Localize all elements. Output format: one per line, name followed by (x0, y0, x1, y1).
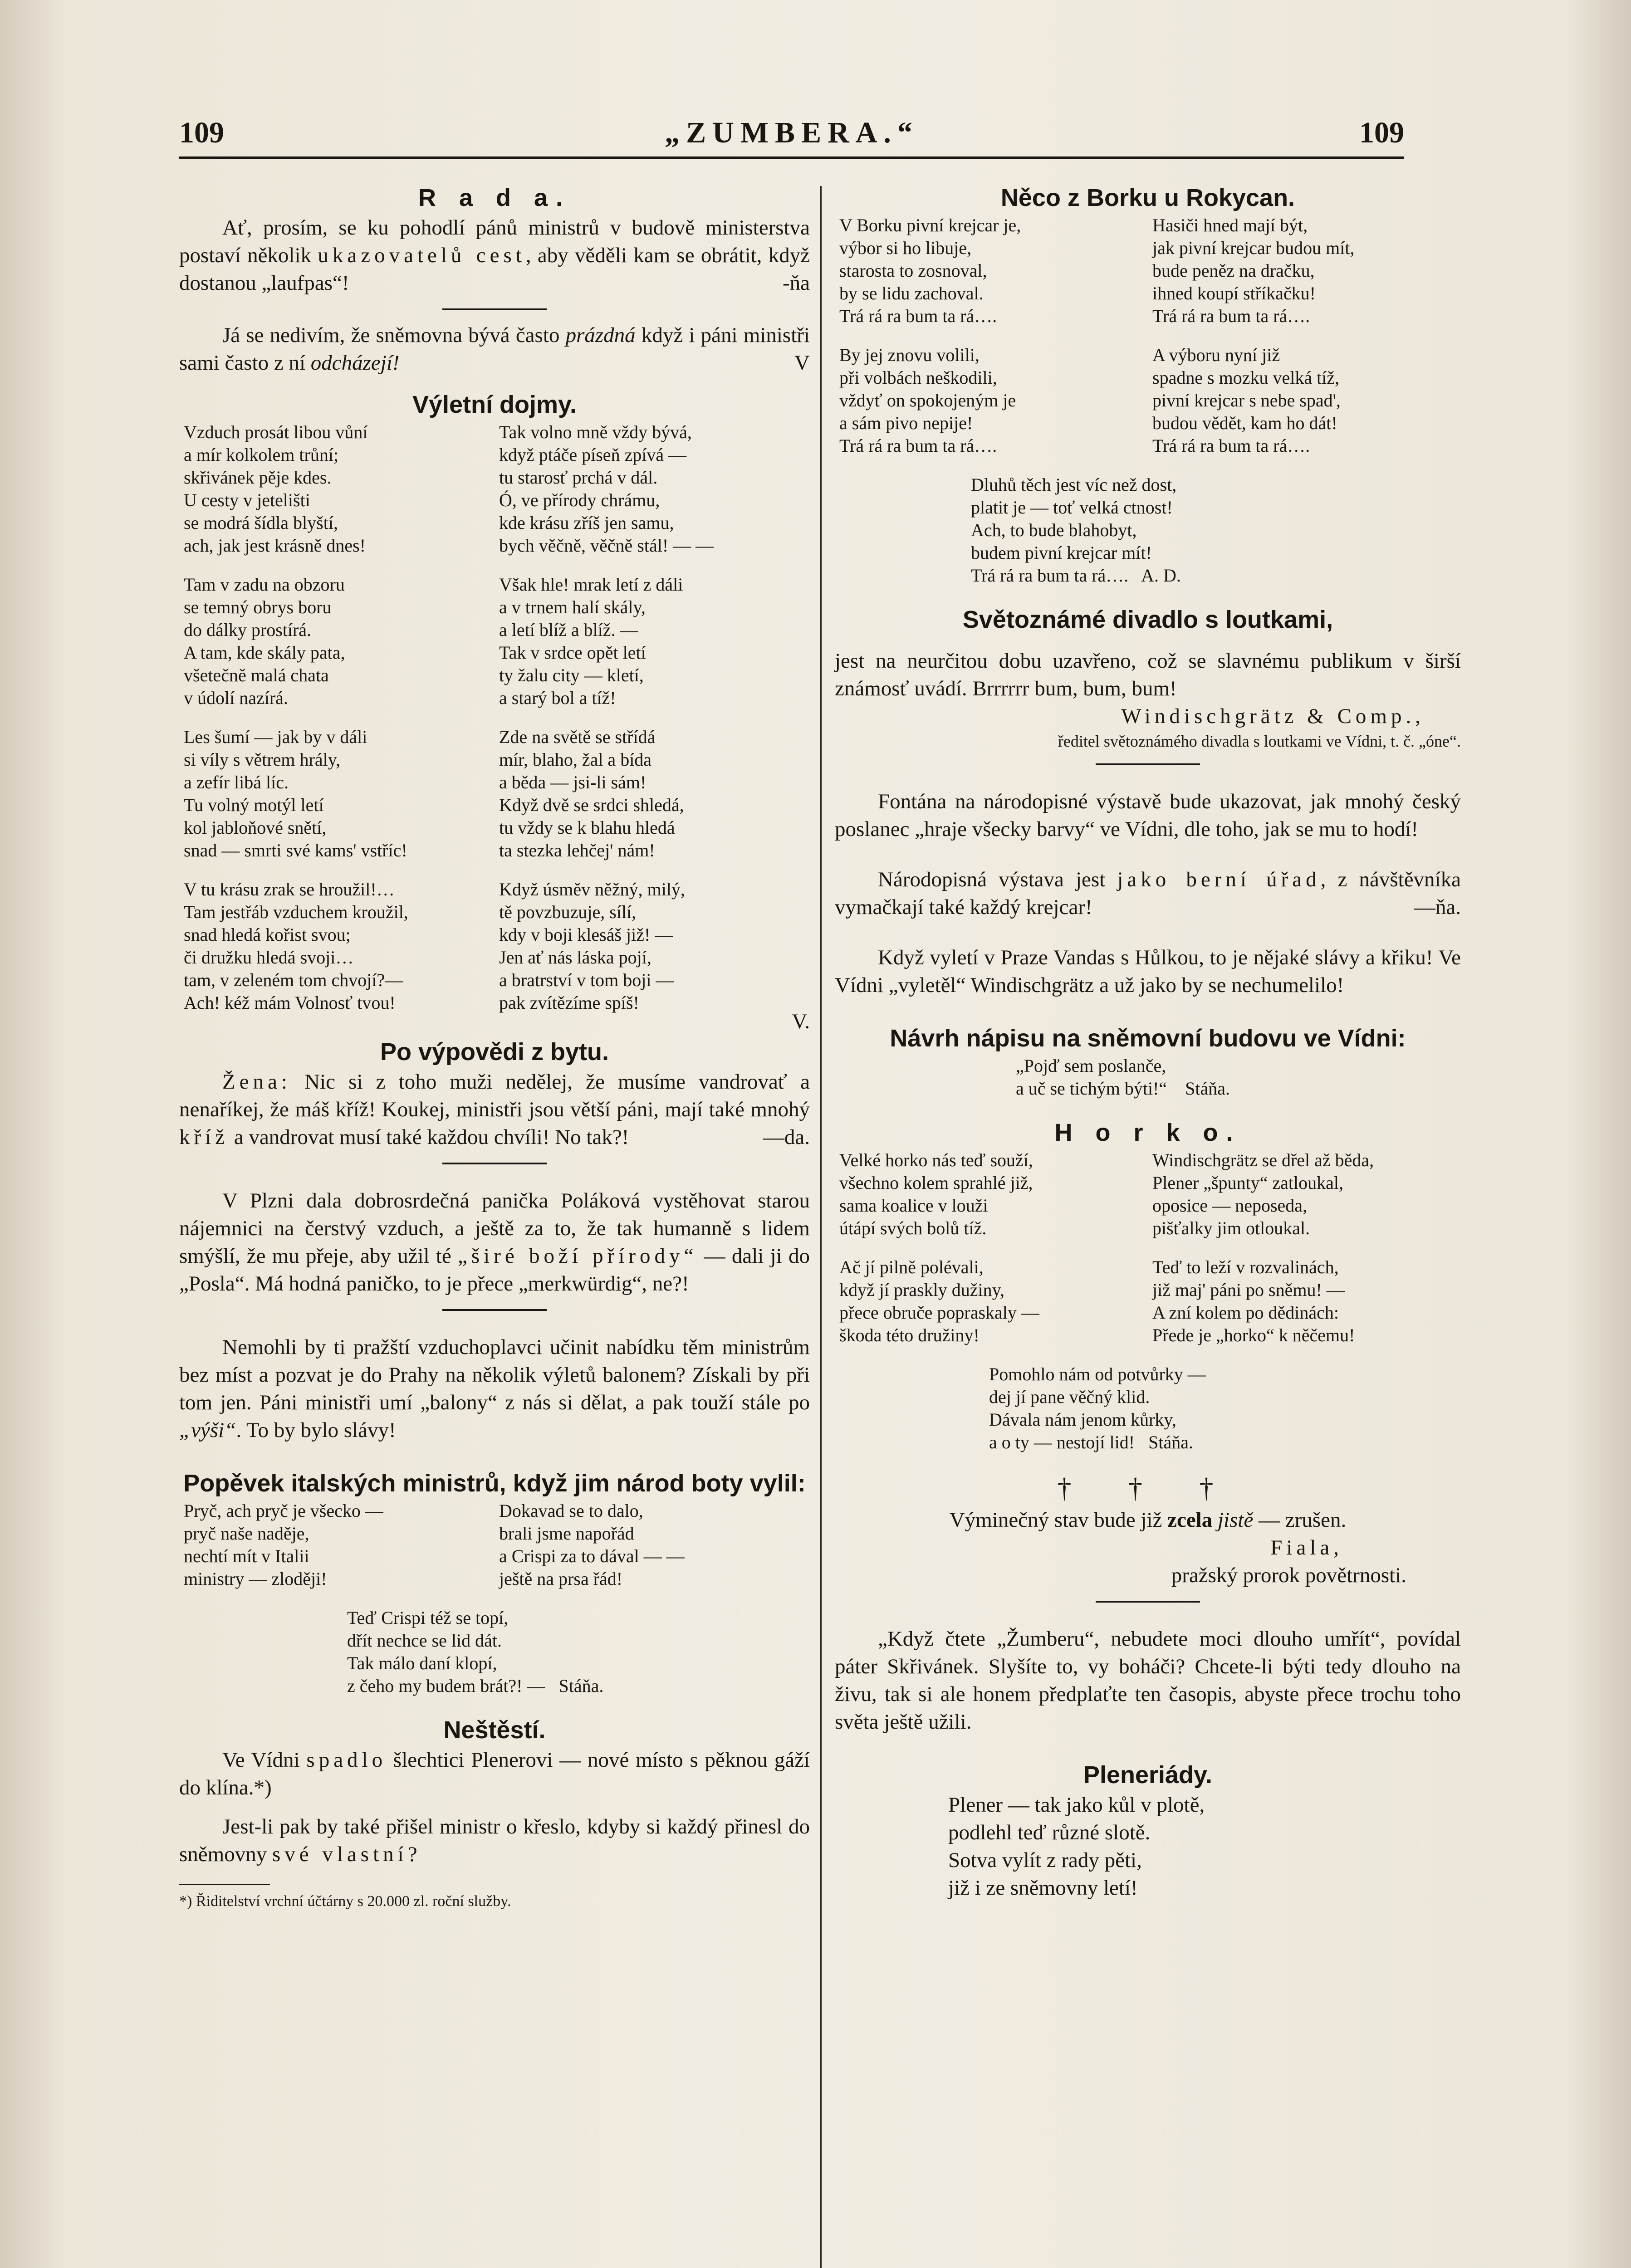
article-vandas: Když vyletí v Praze Vandas s Hůlkou, to je nějaké slávy a křiku! Ve Vídni „vyletěl“ Windischgrätz a už jako by se nechumelilo! (835, 946, 1461, 997)
poem-stanza: „Pojď sem poslanče, a uč se tichým býti!“ (1015, 1056, 1167, 1099)
poem-column-2 (495, 421, 810, 1031)
signature: V (794, 351, 810, 375)
article-rada: Ať, prosím, se ku pohodlí pánů ministrů v budově ministerstva postaví několik ukazovatelů cest, aby věděli kam se obrátit, když dostanou „laufpas“! -ňa (179, 214, 810, 297)
heading-rada: R a d a. (418, 184, 571, 211)
article-vyjimecny: Výminečný stav bude již zcela jistě — zrušen. (949, 1508, 1347, 1532)
poem-stanza: Teď to leží v rozvalinách, již maj' páni po sněmu! — A zní kolem po dědinách: Přede je „horko“ k něčemu! (1152, 1257, 1355, 1345)
poem-stanza: Hasiči hned mají být, jak pivní krejcar budou mít, bude peněz na dračku, ihned koupí stříkačku! Trá rá ra bum ta rá…. (1152, 215, 1355, 326)
article-plzen: V Plzni dala dobrosrdečná panička Poláková vystěhovat starou nájemnici na čerstvý vzduch, a ještě za to, že tak humanně s lidem smýšlí, že mu přeje, aby užil té „širé boží přírody“ — dali ji do „Posla“. Má hodná paničko, to je přece „merkwürdig“, ne?! (179, 1189, 810, 1295)
poem-borku (835, 214, 1461, 474)
article-narodopisna: Národopisná výstava jest jako berní úřad, z návštěvníka vymačkají také každý krejcar! —ňa. (835, 866, 1461, 921)
signature-subtitle: pražský prorok povětrnosti. (1171, 1564, 1406, 1587)
heading-borku: Něco z Borku u Rokycan. (1000, 184, 1295, 211)
poem-stanza: By jej znovu volili, při volbách neškodili, vždyť on spokojeným je a sám pivo nepije! Trá rá ra bum ta rá…. (839, 345, 1016, 456)
poem-stanza: Pryč, ach pryč je všecko — pryč naše naděje, nechtí mít v Italii ministry — zloději! (184, 1501, 383, 1589)
page-number-right: 109 (1359, 116, 1404, 149)
poem-column-1 (179, 421, 495, 1031)
article-divadlo: jest na neurčitou dobu uzavřeno, což se slavnému publikum v širší známosť uvádí. Brrrrrr bum, bum, bum! (835, 649, 1461, 700)
signature: A. D. (1141, 565, 1181, 586)
header-rule (179, 156, 1404, 159)
heading-nestesti: Neštěstí. (443, 1716, 546, 1744)
article-po-vypovedi: Žena: Nic si z toho muži nedělej, že musíme vandrovať a nenaříkej, že máš kříž! Koukej, ministři jsou větší páni, mají také mnohý kříž a vandrovat musí také každou chvíli! No tak?! —da. (179, 1068, 810, 1151)
poem-stanza: Velké horko nás teď souží, všechno kolem sprahlé již, sama koalice v louži útápí svých bolů tíž. (839, 1150, 1033, 1238)
poem-stanza: Dluhů těch jest víc než dost, platit je — toť velká ctnost! Ach, to bude blahobyt, budem pivní krejcar mít! Trá rá ra bum ta rá…. A. D. (971, 474, 1181, 586)
poem-stanza: Dokavad se to dalo, brali jsme napořád a Crispi za to dával — — ještě na prsa řád! (499, 1501, 685, 1589)
poem-stanza: Vzduch prosát libou vůní a mír kolkolem trůní; skřivánek pěje kdes. U cesty v jetelišti se modrá šídla blyští, ach, jak jest krásně dnes! (184, 422, 368, 556)
heading-divadlo: Světoznámé divadlo s loutkami, (962, 606, 1333, 633)
poem-vyletni-dojmy (179, 421, 810, 1031)
column-divider (820, 186, 822, 2268)
page-header (179, 116, 1404, 156)
signature: Windischgrätz & Comp., (1121, 704, 1425, 728)
poem-stanza: A výboru nyní již spadne s mozku velká tíž, pivní krejcar s nebe spad', budou vědět, kam ho dát! Trá rá ra bum ta rá…. (1152, 345, 1341, 456)
crosses-divider: † † † (1057, 1473, 1239, 1504)
poem-stanza: Zde na světě se střídá mír, blaho, žal a bída a běda — jsi-li sám! Když dvě se srdci shledá, tu vždy se k blahu hledá ta stezka lehčej' nám! (499, 727, 684, 860)
signature: Fiala, (1270, 1536, 1343, 1559)
signature: —ňa. (1414, 895, 1461, 919)
article-nestesti: Ve Vídni spadlo šlechtici Plenerovi — nové místo s pěknou gáží do klína.*) (179, 1748, 810, 1799)
poem-stanza: Když úsměv něžný, milý, tě povzbuzuje, sílí, kdy v boji klesáš již! — Jen ať nás láska pojí, a bratrství v tom boji — pak zvítězíme spíš! (499, 879, 685, 1013)
heading-horko: H o r k o. (1054, 1119, 1241, 1146)
heading-popevek: Popěvek italských ministrů, když jim národ boty vylil: (183, 1470, 806, 1497)
signature: —da. (763, 1125, 810, 1149)
poem-stanza: Tam v zadu na obzoru se temný obrys boru do dálky prostírá. A tam, kde skály pata, všetečně malá chata v údolí nazírá. (184, 574, 345, 708)
poem-horko (835, 1149, 1461, 1363)
article-fontana: Fontána na národopisné výstavě bude ukazovat, jak mnohý český poslanec „hraje všecky barvy“ ve Vídni, dle toho, jak se mu to hodí! (835, 790, 1461, 841)
article-vzduchoplavci: Nemohli by ti pražští vzduchoplavci učinit nabídku těm ministrům bez míst a pozvat je do Prahy na několik výletů balonem? Získali by při tom jen. Páni ministři umí „balony“ z nás si dělat, a pak touží stále po „výši“. To by bylo slávy! (179, 1335, 810, 1442)
left-column (179, 181, 810, 1911)
poem-stanza: V Borku pivní krejcar je, výbor si ho libuje, starosta to zosnoval, by se lidu zachoval. Trá rá ra bum ta rá…. (839, 215, 1021, 326)
right-column (835, 181, 1461, 1902)
signature: Stáňa. (558, 1676, 604, 1696)
footnote-rule (179, 1884, 270, 1885)
poem-pleneriady: Plener — tak jako kůl v plotě, podlehl teď různé slotě. Sotva vylít z rady pěti, již i ze sněmovny letí! (948, 1793, 1205, 1900)
signature: V. (792, 1010, 810, 1033)
poem-stanza: V tu krásu zrak se hroužil!… Tam jestřáb vzduchem kroužil, snad hledá kořist svou; či družku hledá svoji… tam, v zeleném tom chvojí?— Ach! kéž mám Volnosť tvou! (184, 879, 408, 1013)
poem-stanza: Les šumí — jak by v dáli si víly s větrem hrály, a zefír libá líc. Tu volný motýl letí kol jabloňové snětí, snad — smrti své kams' vstříc! (184, 727, 407, 860)
article-nestesti-2: Jest-li pak by také přišel ministr o křeslo, kdyby si každý přinesl do sněmovny své vlastní? (179, 1815, 810, 1866)
masthead-title: „ZUMBERA.“ (665, 116, 919, 149)
page-number-left: 109 (179, 116, 224, 149)
poem-stanza: Pomohlo nám od potvůrky — dej jí pane věčný klid. Dávala nám jenom kůrky, a o ty — nestojí lid! Stáňa. (989, 1364, 1206, 1452)
poem-stanza: Teď Crispi též se topí, dřít nechce se lid dát. Tak málo daní klopí, z čeho my budem brát?! — Stáňa. (347, 1608, 604, 1696)
poem-stanza: Tak volno mně vždy bývá, když ptáče píseň zpívá — tu starosť prchá v dál. Ó, ve přírody chrámu, kde krásu zříš jen samu, bych věčně, věčně stál! — — (499, 422, 714, 556)
signature-subtitle: ředitel světoznámého divadla s loutkami ve Vídni, t. č. „óne“. (1058, 732, 1461, 750)
footnote: *) Řiditelství vrchní účtárny s 20.000 zl. roční služby. (179, 1893, 511, 1910)
heading-vyletni-dojmy: Výletní dojmy. (412, 391, 577, 418)
signature: Stáňa. (1148, 1432, 1193, 1452)
heading-po-vypovedi: Po výpovědi z bytu. (380, 1038, 609, 1066)
signature: Stáňa. (1185, 1078, 1230, 1099)
article-zumber: „Když čtete „Žumberu“, nebudete moci dlouho umřít“, povídal páter Skřivánek. Slyšíte to, vy boháči? Chcete-li býti tedy dlouho na živu, tak si ale honem předplaťte ten časopis, abyste přece trochu toho světa ještě užili. (835, 1627, 1461, 1734)
heading-navrh: Návrh nápisu na sněmovní budovu ve Vídni: (890, 1025, 1406, 1052)
poem-stanza: Ač jí pilně polévali, když jí praskly dužiny, přece obruče popraskaly — škoda této družiny! (839, 1257, 1039, 1345)
article-snemovna: Já se nedivím, že sněmovna bývá často prázdná když i páni ministři sami často z ní odcházejí! V (179, 322, 810, 377)
signature: -ňa (782, 271, 810, 295)
poem-stanza: Windischgrätz se dřel až běda, Plener „špunty“ zatloukal, oposice — neposeda, pišťalky jim otloukal. (1152, 1150, 1374, 1238)
poem-popevek (179, 1500, 810, 1607)
poem-stanza: Však hle! mrak letí z dáli a v trnem halí skály, a letí blíž a blíž. — Tak v srdce opět letí ty žalu city — kletí, a starý bol a tíž! (499, 574, 683, 708)
heading-pleneriady: Pleneriády. (1083, 1761, 1213, 1789)
